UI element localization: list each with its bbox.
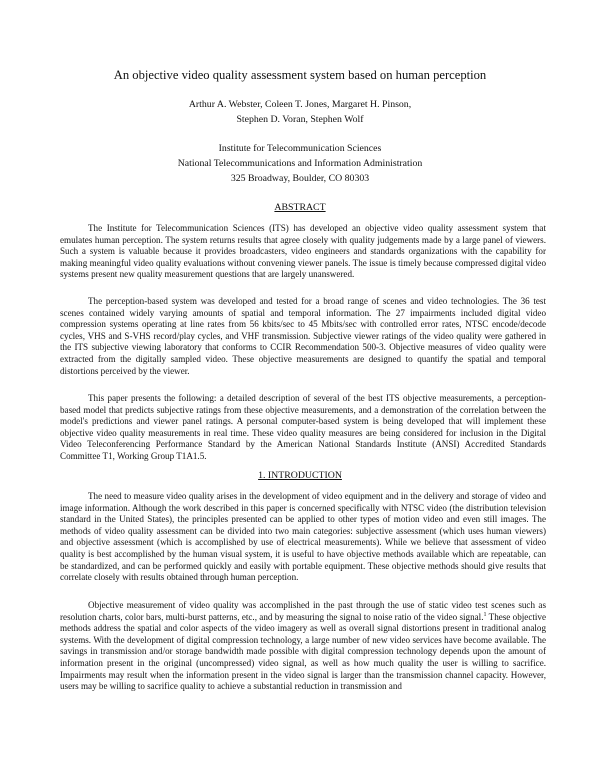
intro-paragraph-2-text-a: Objective measurement of video quality was accomplished in the past through the use of static video test scenes such as resolution charts, color bars, multi-burst patterns, etc., and by measuring the signal to noise ratio of the video signal. [60, 600, 546, 622]
intro-paragraph-2 [60, 600, 546, 693]
section-heading-text: 1. INTRODUCTION [258, 470, 342, 481]
footnote-reference: 1 [483, 611, 487, 618]
intro-paragraph-1: The need to measure video quality arises in the development of video equipment and in the delivery and storage of video and image information. Although the work described in this paper is concerned specifically with NTSC video (the distribution television standard in the United States), the principles presented can be applied to other types of motion video and even still images. The methods of video quality assessment can be divided into two main categories: subjective assessment (which uses human viewers) and objective assessment (which is accomplished by use of electrical measurements). While we believe that assessment of video quality is best accomplished by the human visual system, it is useful to have objective methods available which are repeatable, can be standardized, and can be performed quickly and easily with portable equipment. These objective methods should give results that correlate closely with results obtained through human perception. [60, 491, 546, 583]
abstract-heading [0, 202, 600, 213]
authors-line-2: Stephen D. Voran, Stephen Wolf [236, 114, 364, 125]
paper-title: An objective video quality assessment system based on human perception [113, 68, 487, 82]
affiliation-line-2: National Telecommunications and Information Administration [177, 158, 423, 169]
affiliation-line-3: 325 Broadway, Boulder, CO 80303 [230, 173, 370, 184]
abstract-heading-text: ABSTRACT [274, 202, 326, 213]
abstract-paragraph-1: The Institute for Telecommunication Sciences (ITS) has developed an objective video quality assessment system that emulates human perception. The system returns results that agree closely with quality judgements made by a large panel of viewers. Such a system is valuable because it provides broadcasters, video engineers and standards organizations with the capability for making meaningful video quality evaluations without convening viewer panels. The issue is timely because compressed digital video systems present new quality measurement questions that are largely unanswered. [60, 223, 546, 280]
affiliation-line-1: Institute for Telecommunication Sciences [218, 143, 382, 154]
section-heading-introduction [0, 470, 600, 481]
authors-line-1: Arthur A. Webster, Coleen T. Jones, Margaret H. Pinson, [188, 99, 412, 110]
abstract-paragraph-2: The perception-based system was developed and tested for a broad range of scenes and video technologies. The 36 test scenes contained widely varying amounts of spatial and temporal information. The 27 impairments included digital video compression systems operating at line rates from 56 kbits/sec to 45 Mbits/sec with controlled error rates, NTSC encode/decode cycles, VHS and S-VHS record/play cycles, and VHF transmission. Subjective viewer ratings of the video quality were gathered in the ITS subjective viewing laboratory that conforms to CCIR Recommendation 500-3. Objective measures of video quality were extracted from the digitally sampled video. These objective measurements are designed to quantify the spatial and temporal distortions perceived by the viewer. [60, 296, 546, 376]
intro-paragraph-2-text-b: These objective methods address the spatial and color aspects of the video imagery as well as overall signal distortions present in traditional analog systems. With the development of digital compression technology, a large number of new video services have become available. The savings in transmission and/or storage bandwidth made possible with digital compression technology depends upon the amount of information present in the original (uncompressed) video signal, as well as how much quality the user is willing to sacrifice. Impairments may result when the information present in the video signal is larger than the transmission channel capacity. However, users may be willing to sacrifice quality to achieve a substantial reduction in transmission and [60, 611, 546, 692]
abstract-paragraph-3: This paper presents the following: a detailed description of several of the best ITS objective measurements, a perception-based model that predicts subjective ratings from these objective measurements, and a demonstration of the correlation between the model's predictions and viewer panel ratings. A personal computer-based system is being developed that will implement these objective video quality measurements in real time. These video quality measures are being considered for inclusion in the Digital Video Teleconferencing Performance Standard by the American National Standards Institute (ANSI) Accredited Standards Committee T1, Working Group T1A1.5. [60, 393, 546, 461]
